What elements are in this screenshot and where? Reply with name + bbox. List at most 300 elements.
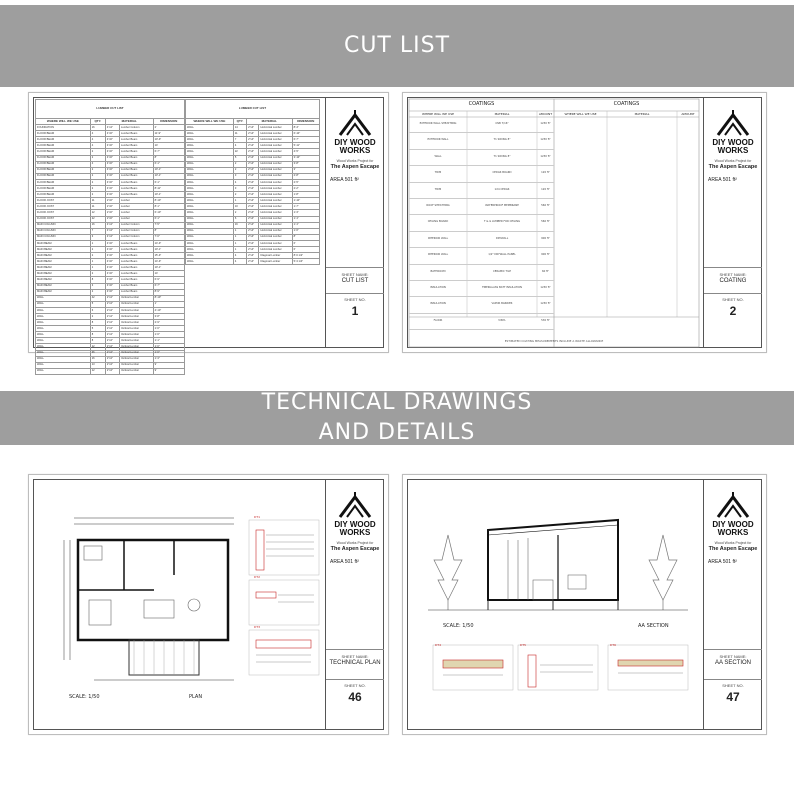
project-name: The Aspen Escape [330,546,380,552]
title-block [325,479,384,730]
table-cell: Lumber Column [120,222,154,228]
table-cell: WALL [186,155,234,161]
plan-scale: SCALE: 1/50 [69,694,100,700]
table-cell: 10'-1" [153,265,184,271]
table-cell: 2 [233,161,246,167]
table-cell: 10'-1" [153,246,184,252]
table-cell: Lumber Beam [120,240,154,246]
table-row [409,199,554,215]
table-row [186,259,320,265]
table-cell: 7 [90,228,105,234]
table-cell: Horizontal Lumber [259,216,292,222]
table-cell: WALL [186,240,234,246]
table-cell: Horizontal Lumber [259,186,292,192]
table-cell: Lumber Column [120,125,154,131]
table-cell: 9' [153,368,184,374]
table-row [409,117,554,133]
project-caption: Wood Works Project for [336,159,374,163]
table-cell: Lumber Beam [120,277,154,283]
table-cell: 2"x4" [247,253,259,259]
table-cell: Vertical Lumber [120,338,154,344]
table-cell: Horizontal Lumber [259,198,292,204]
table-cell: Vertical Lumber [120,332,154,338]
project-caption: Wood Works Project for [714,541,752,545]
project-caption: Wood Works Project for [714,159,752,163]
coating-header-amount-right: AMOUNT [681,112,695,116]
table-cell: 2"x4" [105,307,119,313]
table-cell: Lumber Column [120,228,154,234]
table-cell: WALL [186,186,234,192]
table-cell: OSB 7/16" [495,122,509,125]
table-cell: Lumber Beam [120,271,154,277]
cut-list-heading: CUT LIST [343,33,451,58]
project-caption: Wood Works Project for [336,541,374,545]
table-cell: 3 [233,173,246,179]
cut-list-table-right [185,99,320,265]
table-cell: 2 [90,271,105,277]
table-cell: MAIN BEAM [36,289,91,295]
table-cell: ROOF SHEATHING [426,203,450,207]
table-cell: 1'-6" [292,228,319,234]
table-cell: 2"x4" [247,192,259,198]
table-cell: Vertical Lumber [120,320,154,326]
table-cell: Horizontal Lumber [259,167,292,173]
table-cell: 4"x6" [105,259,119,265]
table-cell: 11 [233,131,246,137]
coating-header-amount: AMOUNT [538,112,553,116]
table-row [409,150,554,166]
table-cell: FLOOR BEAM [36,161,91,167]
table-cell: 10'-9" [153,137,184,143]
table-cell: 8'-1" [153,204,184,210]
table-cell: 2"x6" [105,198,119,204]
table-cell: WALL [36,314,91,320]
coating-title-left: COATINGS [468,101,495,107]
table-cell: 2"x4" [105,320,119,326]
table-cell: 1'-1" [153,338,184,344]
coating-tables [409,99,699,347]
table-cell: 4 [90,137,105,143]
table-cell: 6'-10" [292,131,319,137]
table-cell: 2"x4" [247,179,259,185]
table-cell: Lumber Beam [120,179,154,185]
table-cell: 1'-10" [292,198,319,204]
table-cell: MAIN COLUMN [36,228,91,234]
sheet-name-label: SHEET NAME: [719,272,747,277]
sheet-name: CUT LIST [341,278,369,284]
table-cell: WALL [186,125,234,131]
table-cell: 2 [90,253,105,259]
table-cell: 10 [233,204,246,210]
table-cell: Lumber Column [120,234,154,240]
table-cell: 2 [90,155,105,161]
sheet-name: COATING [719,278,747,284]
table-cell: 11'-9" [153,131,184,137]
sheet-number: 47 [726,690,740,704]
table-cell: Lumber Beam [120,253,154,259]
table-cell: FLOOR [433,318,443,322]
table-cell: WALL [36,332,91,338]
table-cell: 4"x4" [105,222,119,228]
col-header-qty: QTY. [90,119,105,125]
table-cell: 2"x4" [247,131,259,137]
brand-name: DIY WOOD WORKS [334,138,376,155]
table-cell: FLOOR BEAM [36,149,91,155]
brand-name: DIY WOOD WORKS [334,520,376,537]
table-cell: 2"x4" [105,314,119,320]
table-cell: 2"x4" [247,186,259,192]
plan-view-label: PLAN [189,694,203,700]
table-cell: 2"x4" [247,234,259,240]
table-cell: 6'-7" [153,283,184,289]
table-cell: 13'-1" [153,173,184,179]
table-cell: WATERPROOF MEMBRANE [485,203,519,207]
table-cell: DRYWALL [495,236,509,240]
table-cell: 6 [233,216,246,222]
table-row [409,183,554,199]
table-cell: Vertical Lumber [120,314,154,320]
table-cell: WALL [186,198,234,204]
table-cell: 16 [90,222,105,228]
table-cell: 1 [90,265,105,271]
table-row [409,133,554,149]
table-cell: CEILING BOARD [427,220,449,224]
table-cell: 1 [233,246,246,252]
table-cell: 2"x4" [247,173,259,179]
table-cell: Horizontal Lumber [259,179,292,185]
table-cell: WALL [186,234,234,240]
col-header-use: WHERE WILL WE USE [186,119,234,125]
sheet-name: TECHNICAL PLAN [329,660,381,666]
table-cell: Lumber Beam [120,246,154,252]
table-cell: 8 [90,320,105,326]
table-cell: EXTERIOR WALL SHEATHING [419,122,457,125]
table-cell: Horizontal Lumber [259,228,292,234]
table-cell: 2"x4" [105,356,119,362]
table-cell: FLOOR BEAM [36,167,91,173]
coating-sheet [402,92,767,353]
table-cell: 1'-1" [292,216,319,222]
table-cell: 560 ft² [541,203,550,207]
table-cell: 16 [90,125,105,131]
table-cell: 5 [90,326,105,332]
table-cell: 2"x6" [105,216,119,222]
table-cell: 2 [90,173,105,179]
section-view-label: AA SECTION [638,623,669,629]
coating-header-use-right: WHERE WILL WE USE [564,112,597,116]
table-cell: 4"x6" [105,161,119,167]
table-cell: 1230 ft² [540,138,551,142]
table-cell: Horizontal Lumber [259,234,292,240]
detail-label-1: DT1 [254,515,261,519]
table-cell: WALL [36,350,91,356]
table-cell: 2"x4" [247,137,259,143]
table-cell: 3 [233,186,246,192]
table-cell: 2'-9" [153,320,184,326]
col-header-qty: QTY. [233,119,246,125]
table-cell: FLOOR BEAM [36,192,91,198]
table-cell: 1 [233,198,246,204]
table-cell: 2 [90,149,105,155]
table-cell: MAIN BEAM [36,283,91,289]
table-cell: 2"x4" [105,326,119,332]
table-cell: 1'-8" [292,192,319,198]
table-cell: 2"x4" [247,216,259,222]
aa-section-drawing [408,480,703,730]
table-cell: 4"x6" [105,289,119,295]
technical-drawings-banner [0,391,794,445]
table-cell: 8 [90,332,105,338]
table-cell: 11 [90,204,105,210]
table-cell: MAIN BEAM [36,246,91,252]
table-cell: 2"x4" [105,332,119,338]
table-cell: Lumber Beam [120,137,154,143]
table-cell: WALL [186,246,234,252]
table-cell: 4"x6" [105,143,119,149]
table-cell: Vertical Lumber [120,368,154,374]
table-cell: WALL [36,356,91,362]
table-cell: 8' [153,228,184,234]
table-cell: 1230 ft² [540,154,551,158]
table-cell: MAIN BEAM [36,259,91,265]
table-cell: 4"x6" [105,271,119,277]
table-cell: 6'-10" [153,210,184,216]
table-cell: Vertical Lumber [120,362,154,368]
table-cell: Lumber [120,198,154,204]
table-cell: 1230 ft² [540,285,551,289]
table-cell: 2' [153,125,184,131]
table-cell: Lumber Beam [120,155,154,161]
table-cell: 2"x4" [247,240,259,246]
table-cell: 5 [90,301,105,307]
table-cell: Vertical Lumber [120,356,154,362]
table-cell: 2"x4" [105,362,119,368]
table-cell: 6'-7" [153,149,184,155]
col-header-material: MATERIAL [105,119,153,125]
table-cell: Diagonal Lumber [259,253,292,259]
table-cell: 2"x4" [247,210,259,216]
table-cell: WALL [186,216,234,222]
table-cell: 2"x4" [247,125,259,131]
table-cell: 8' [153,155,184,161]
coating-header-use: WHERE WILL WE USE [421,112,454,116]
table-cell: 2"x4" [247,143,259,149]
floor-plan-drawing [34,480,324,730]
table-cell: 120 ft² [541,187,550,191]
table-cell: 42 [90,295,105,301]
table-cell: 6'-1" [153,179,184,185]
table-cell: Lumber Beam [120,192,154,198]
table-cell: 2 [90,186,105,192]
table-cell: CEDAR BOARD [492,171,512,175]
table-cell: 4"x4" [105,234,119,240]
table-cell: WALL [36,368,91,374]
table-cell: Vertical Lumber [120,326,154,332]
table-cell: 22 [233,149,246,155]
table-cell: 2 [90,314,105,320]
table-cell: FLOOR BEAM [36,155,91,161]
table-cell: 2 [90,192,105,198]
table-cell: 1'-6" [153,326,184,332]
table-cell: FLOOR BEAM [36,173,91,179]
table-cell: 7 [233,137,246,143]
table-cell: WALL [186,161,234,167]
table-cell: FLOOR JOIST [36,198,91,204]
table-cell: 9' [153,362,184,368]
table-cell: 4"x6" [105,277,119,283]
table-cell: VINYL [498,318,506,322]
cut-list-table-left [35,99,185,375]
coating-note: ESTIMATED COATING MEASUREMENTS INCLUDE A WASTE ALLOWANCE [504,339,604,343]
sheet-number-label: SHEET NO. [344,297,366,302]
brand-name: DIY WOOD WORKS [712,520,754,537]
table-cell: WALL [186,131,234,137]
table-cell: 1'-6" [153,350,184,356]
table-cell: WALL [186,204,234,210]
table-cell: T & G LUMBER FOR CEILING [483,220,521,224]
table-cell: FLOOR BEAM [36,186,91,192]
title-block [325,97,384,348]
detail-label-3: DT3 [254,625,261,629]
table-cell: 60 ft² [541,269,550,273]
technical-heading-line1: TECHNICAL DRAWINGS [261,390,533,415]
brand-name: DIY WOOD WORKS [712,138,754,155]
table-cell: 1'-1" [292,222,319,228]
sheet-number-label: SHEET NO. [344,683,366,688]
table-cell: FLOOR BEAM [36,143,91,149]
table-cell: Horizontal Lumber [259,149,292,155]
table-cell: Horizontal Lumber [259,155,292,161]
table-cell: 2'-8" [292,173,319,179]
table-cell: TRIM [434,187,442,191]
table-cell: Horizontal Lumber [259,240,292,246]
table-cell: 14' [153,143,184,149]
table-cell: 4"x6" [105,265,119,271]
table-cell: 1X4 CEDAR [494,187,510,191]
table-cell: WALL [36,338,91,344]
table-cell: WALL [186,167,234,173]
table-cell: 1 [233,234,246,240]
table-cell: 2'-5" [292,179,319,185]
table-cell: INSULATION [430,285,446,289]
table-cell: 8'-4" [292,125,319,131]
area-label: AREA 501 ft² [708,177,737,183]
table-cell: 8'-10" [153,198,184,204]
table-cell: 1 [90,240,105,246]
table-cell: Lumber Beam [120,289,154,295]
table-cell: MAIN COLUMN [36,222,91,228]
table-cell: Horizontal Lumber [259,137,292,143]
table-cell: 6' [292,240,319,246]
table-cell: 2 [90,246,105,252]
table-cell: 1 [233,240,246,246]
table-cell: 4"x6" [105,179,119,185]
table-cell: FLOOR JOIST [36,204,91,210]
table-cell: INSULATION [430,302,446,306]
sheet-name-label: SHEET NAME: [341,654,369,659]
cut-list-title-right: LUMBER CUT LIST [186,100,320,119]
table-cell: WALL [36,295,91,301]
coating-header-material: MATERIAL [494,112,510,116]
coating-rows [409,117,554,330]
table-cell: 11 [90,198,105,204]
table-cell: Vertical Lumber [120,307,154,313]
table-cell: Horizontal Lumber [259,222,292,228]
table-cell: 5 [233,155,246,161]
title-block [703,479,762,730]
table-cell: 16 [90,356,105,362]
table-cell: 4"x6" [105,149,119,155]
technical-heading-line2: AND DETAILS [318,420,476,445]
table-cell: 8'-11" [153,186,184,192]
sheet-number: 46 [348,690,362,704]
table-cell: 12 [90,368,105,374]
table-cell: Lumber Beam [120,259,154,265]
table-cell: MAIN BEAM [36,265,91,271]
table-cell: 2 [90,179,105,185]
area-label: AREA 501 ft² [330,559,359,565]
table-cell: BATHROOM [430,269,446,273]
table-cell: 2"x4" [247,222,259,228]
table-cell: 560 ft² [541,220,550,224]
table-cell: 4 [233,143,246,149]
col-header-dimension: DIMENSION [292,119,319,125]
detail-label-6: DT6 [610,643,617,647]
table-cell: 2"x4" [247,246,259,252]
table-cell: 1'-3" [292,210,319,216]
table-cell: Vertical Lumber [120,301,154,307]
table-cell: 4"x4" [105,228,119,234]
table-cell: 2"x4" [247,198,259,204]
sheet-number: 2 [729,304,737,318]
table-cell: WALL [186,173,234,179]
table-cell: Horizontal Lumber [259,204,292,210]
table-cell: WALL [186,228,234,234]
detail-label-2: DT2 [254,575,261,579]
table-cell: 4 [233,179,246,185]
table-cell: 5'-3 1/4" [292,259,319,265]
table-cell: 2 [233,192,246,198]
table-cell: 3'-10" [292,155,319,161]
table-row [409,215,554,231]
table-cell: 2 [233,167,246,173]
table-cell: 2"x4" [247,149,259,155]
table-cell: 1'-6" [153,344,184,350]
table-cell: 22 [90,216,105,222]
table-cell: 4 [90,161,105,167]
table-cell: 2"x4" [105,295,119,301]
area-label: AREA 501 ft² [330,177,359,183]
coating-title-right: COATINGS [613,101,640,107]
table-cell: 6 [90,307,105,313]
table-cell: Lumber Beam [120,186,154,192]
table-cell: MAIN BEAM [36,271,91,277]
table-cell: Horizontal Lumber [259,131,292,137]
table-cell: 14' [153,271,184,277]
table-cell: 1'-6" [153,332,184,338]
table-cell: 2"x4" [247,259,259,265]
table-cell: 1 [90,259,105,265]
table-cell: 1/2" DRYWALL PANEL [488,253,516,257]
area-label: AREA 501 ft² [708,559,737,565]
table-row [409,166,554,182]
table-cell: 4 [233,253,246,259]
table-cell: FLOOR JOIST [36,210,91,216]
table-cell: WALL [36,362,91,368]
table-cell: Lumber [120,210,154,216]
title-block [703,97,762,348]
table-cell: WALL [186,253,234,259]
